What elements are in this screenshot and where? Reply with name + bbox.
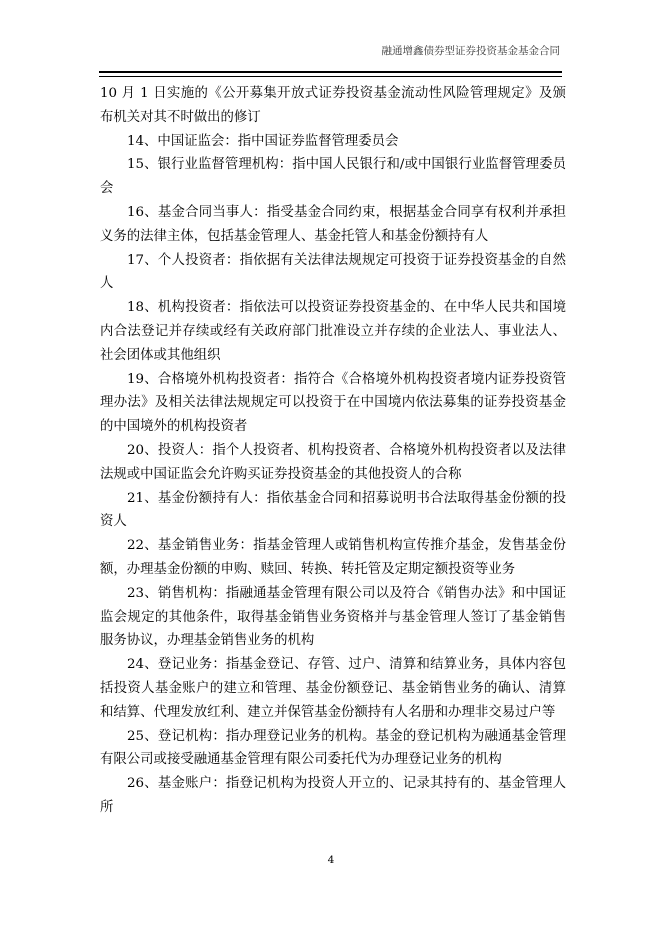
paragraph-definition-22: 22、基金销售业务：指基金管理人或销售机构宣传推介基金，发售基金份额，办理基金份额的申购、赎回、转换、转托管及定期定额投资等业务 bbox=[100, 538, 566, 577]
paragraph-definition-14: 14、中国证监会：指中国证券监督管理委员会 bbox=[127, 133, 399, 149]
paragraph-definition-18: 18、机构投资者：指依法可以投资证券投资基金的、在中华人民共和国境内合法登记并存续或经有关政府部门批准设立并存续的企业法人、事业法人、社会团体或其他组织 bbox=[100, 300, 566, 363]
page-number: 4 bbox=[327, 854, 335, 866]
header-rule-thin bbox=[99, 76, 562, 77]
paragraph-definition-16: 16、基金合同当事人：指受基金合同约束，根据基金合同享有权利并承担义务的法律主体，包括基金管理人、基金托管人和基金份额持有人 bbox=[100, 204, 566, 244]
paragraph-definition-19: 19、合格境外机构投资者：指符合《合格境外机构投资者境内证券投资管理办法》及相关法律法规规定可以投资于在中国境内依法募集的证券投资基金的中国境外的机构投资者 bbox=[100, 371, 566, 435]
header-rule-thick bbox=[99, 71, 562, 73]
document-body bbox=[100, 82, 566, 820]
paragraph-definition-26: 26、基金账户：指登记机构为投资人开立的、记录其持有的、基金管理人所 bbox=[100, 776, 566, 815]
paragraph-definition-21: 21、基金份额持有人：指依基金合同和招募说明书合法取得基金份额的投资人 bbox=[100, 490, 566, 530]
paragraph-definition-23: 23、销售机构：指融通基金管理有限公司以及符合《销售办法》和中国证监会规定的其他条件，取得基金销售业务资格并与基金管理人签订了基金销售服务协议，办理基金销售业务的机构 bbox=[100, 585, 566, 649]
paragraph-definition-24: 24、登记业务：指基金登记、存管、过户、清算和结算业务，具体内容包括投资人基金账户的建立和管理、基金份额登记、基金销售业务的确认、清算和结算、代理发放红利、建立并保管基金份额持有人名册和办理非交易过户等 bbox=[100, 657, 566, 720]
paragraph-definition-20: 20、投资人：指个人投资者、机构投资者、合格境外机构投资者以及法律法规或中国证监会允许购买证券投资基金的其他投资人的合称 bbox=[100, 442, 566, 482]
paragraph-definition-17: 17、个人投资者：指依据有关法律法规规定可投资于证券投资基金的自然人 bbox=[100, 252, 566, 292]
paragraph-definition-15: 15、银行业监督管理机构：指中国人民银行和/或中国银行业监督管理委员会 bbox=[100, 157, 566, 197]
header-title: 融通增鑫债券型证券投资基金基金合同 bbox=[381, 45, 560, 57]
paragraph-continuation: 10 月 1 日实施的《公开募集开放式证券投资基金流动性风险管理规定》及颁布机关对其不时做出的修订 bbox=[100, 86, 566, 125]
paragraph-definition-25: 25、登记机构：指办理登记业务的机构。基金的登记机构为融通基金管理有限公司或接受融通基金管理有限公司委托代为办理登记业务的机构 bbox=[100, 728, 566, 768]
